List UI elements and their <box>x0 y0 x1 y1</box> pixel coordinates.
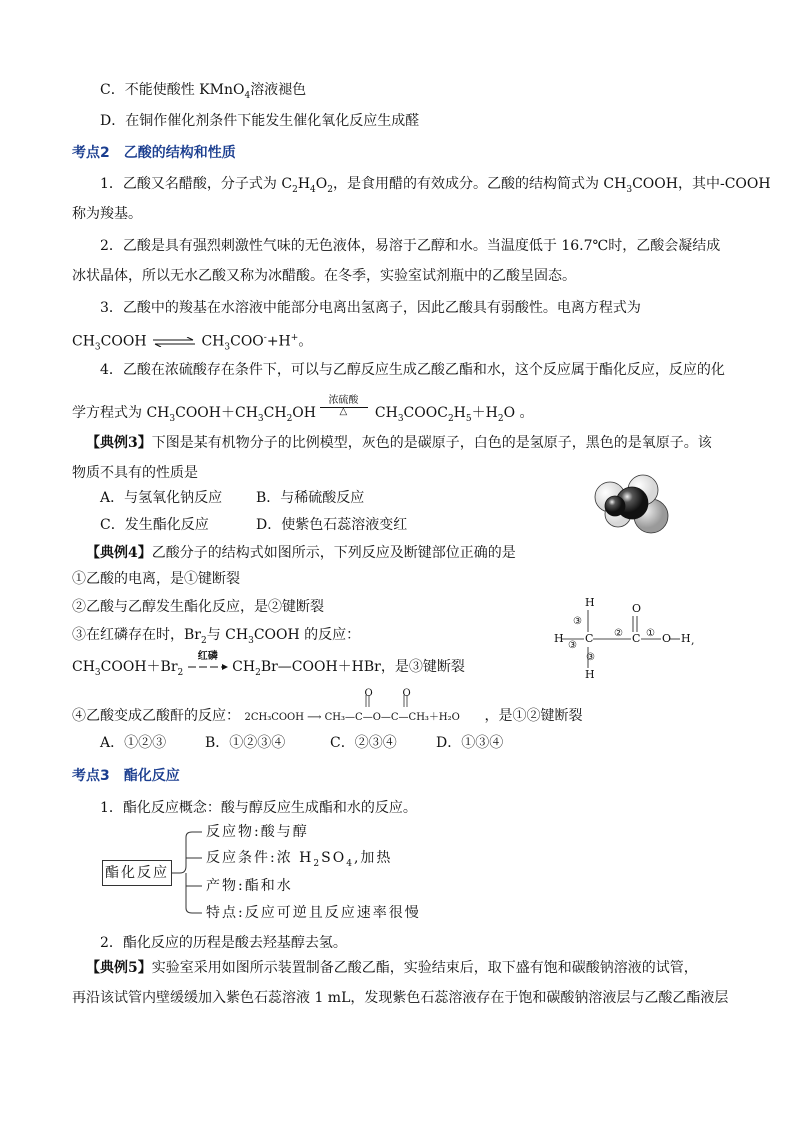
ex4-option-a: A．①②③ <box>100 735 167 751</box>
example-5: 【典例5】实验室采用如图所示装置制备乙酸乙酯，实验结束后，取下盛有饱和碳酸钠溶液的试管， <box>86 960 698 976</box>
branch-reactants: 反应物:酸与醇 <box>206 824 309 840</box>
reaction-arrow: 红磷 <box>188 657 228 677</box>
esterification-box: 酯化反应 <box>102 860 172 886</box>
ex3-option-d: D．使紫色石蕊溶液变红 <box>256 517 408 533</box>
ex4-item-3: ③在红磷存在时，$Br_2$与 $CH_3COOH$ 的反应： <box>72 627 361 646</box>
section-heading-3: 考点3 酯化反应 <box>72 768 180 784</box>
para-1: 1．乙酸又名醋酸，分子式为 $C_2H_4O_2$，是食用醋的有效成分。乙酸的结构简式为 $CH_3COOH$，其中-COOH <box>100 176 771 195</box>
k3-para-1: 1．酯化反应概念：酸与醇反应生成酯和水的反应。 <box>100 800 417 816</box>
ex4-option-c: C．②③④ <box>330 735 397 751</box>
reaction-condition: 浓硫酸 △ <box>320 403 370 423</box>
section-heading-2: 考点2 乙酸的结构和性质 <box>72 145 236 161</box>
acetic-acid-structure: H O H C C O H H ③ ③ ③ ② ① , <box>548 596 698 682</box>
option-d: D．在铜作催化剂条件下能发生催化氧化反应生成醛 <box>100 113 420 129</box>
para-1-cont: 称为羧基。 <box>72 206 142 222</box>
branch-products: 产物:酯和水 <box>206 878 293 894</box>
bromination-equation: $CH_3COOH+Br_2$ 红磷 $CH_2Br—COOH+HBr$，是③键断裂 <box>72 651 465 678</box>
ionization-equation: $CH_3COOH$ $CH_3COO^-+H^+$。 <box>72 333 313 353</box>
branch-conditions: 反应条件:浓 $H_2SO_4$,加热 <box>206 850 393 869</box>
example-5-cont: 再沿该试管内壁缓缓加入紫色石蕊溶液 1 mL，发现紫色石蕊溶液存在于饱和碳酸钠溶液层与乙酸乙酯液层 <box>72 990 729 1006</box>
para-2-cont: 冰状晶体，所以无水乙酸又称为冰醋酸。在冬季，实验室试剂瓶中的乙酸呈固态。 <box>72 268 576 284</box>
para-2: 2．乙酸是具有强烈刺激性气味的无色液体，易溶于乙醇和水。当温度低于 16.7℃时，乙酸会凝结成 <box>100 238 721 254</box>
example-3-cont: 物质不具有的性质是 <box>72 465 198 481</box>
ex3-option-c: C．发生酯化反应 <box>100 517 209 533</box>
ex3-option-b: B．与稀硫酸反应 <box>256 490 365 506</box>
k3-para-2: 2．酯化反应的历程是酸去羟基醇去氢。 <box>100 935 347 951</box>
anhydride-equation: 2CH₃COOH ⟶ CH₃—C—O—C—CH₃＋H₂O O O <box>244 688 460 723</box>
para-4: 4．乙酸在浓硫酸存在条件下，可以与乙醇反应生成乙酸乙酯和水，这个反应属于酯化反应，反应的化 <box>100 362 725 378</box>
brace-icon <box>172 828 208 918</box>
example-3: 【典例3】下图是某有机物分子的比例模型，灰色的是碳原子，白色的是氢原子，黑色的是氧原子。该 <box>86 435 712 451</box>
para-3: 3．乙酸中的羧基在水溶液中能部分电离出氢离子，因此乙酸具有弱酸性。电离方程式为 <box>100 300 641 316</box>
carbonyl-bonds <box>364 695 414 709</box>
arrow-right-icon <box>188 662 228 672</box>
ex3-option-a: A．与氢氧化钠反应 <box>100 490 223 506</box>
ex4-item-2: ②乙酸与乙醇发生酯化反应，是②键断裂 <box>72 599 324 615</box>
ex4-option-b: B．①②③④ <box>205 735 286 751</box>
molecule-model-image <box>588 470 678 540</box>
example-4: 【典例4】乙酸分子的结构式如图所示，下列反应及断键部位正确的是 <box>86 545 516 561</box>
esterification-equation: 学方程式为 $CH_3COOH+CH_3CH_2OH$ 浓硫酸 △ $CH_3COOC_2H_5+H_2O$ 。 <box>72 395 534 424</box>
structure-bonds <box>548 596 698 682</box>
branch-features: 特点:反应可逆且反应速率很慢 <box>206 905 421 921</box>
option-c: C．不能使酸性 KMnO$_4$溶液褪色 <box>100 82 307 101</box>
equilibrium-arrow-icon <box>151 337 197 347</box>
ex4-item-1: ①乙酸的电离，是①键断裂 <box>72 571 240 587</box>
ex4-option-d: D．①③④ <box>436 735 504 751</box>
ex4-item-4: ④乙酸变成乙酸酐的反应： 2CH₃COOH ⟶ CH₃—C—O—C—CH₃＋H₂O O O ，是①②键断裂 <box>72 706 582 728</box>
